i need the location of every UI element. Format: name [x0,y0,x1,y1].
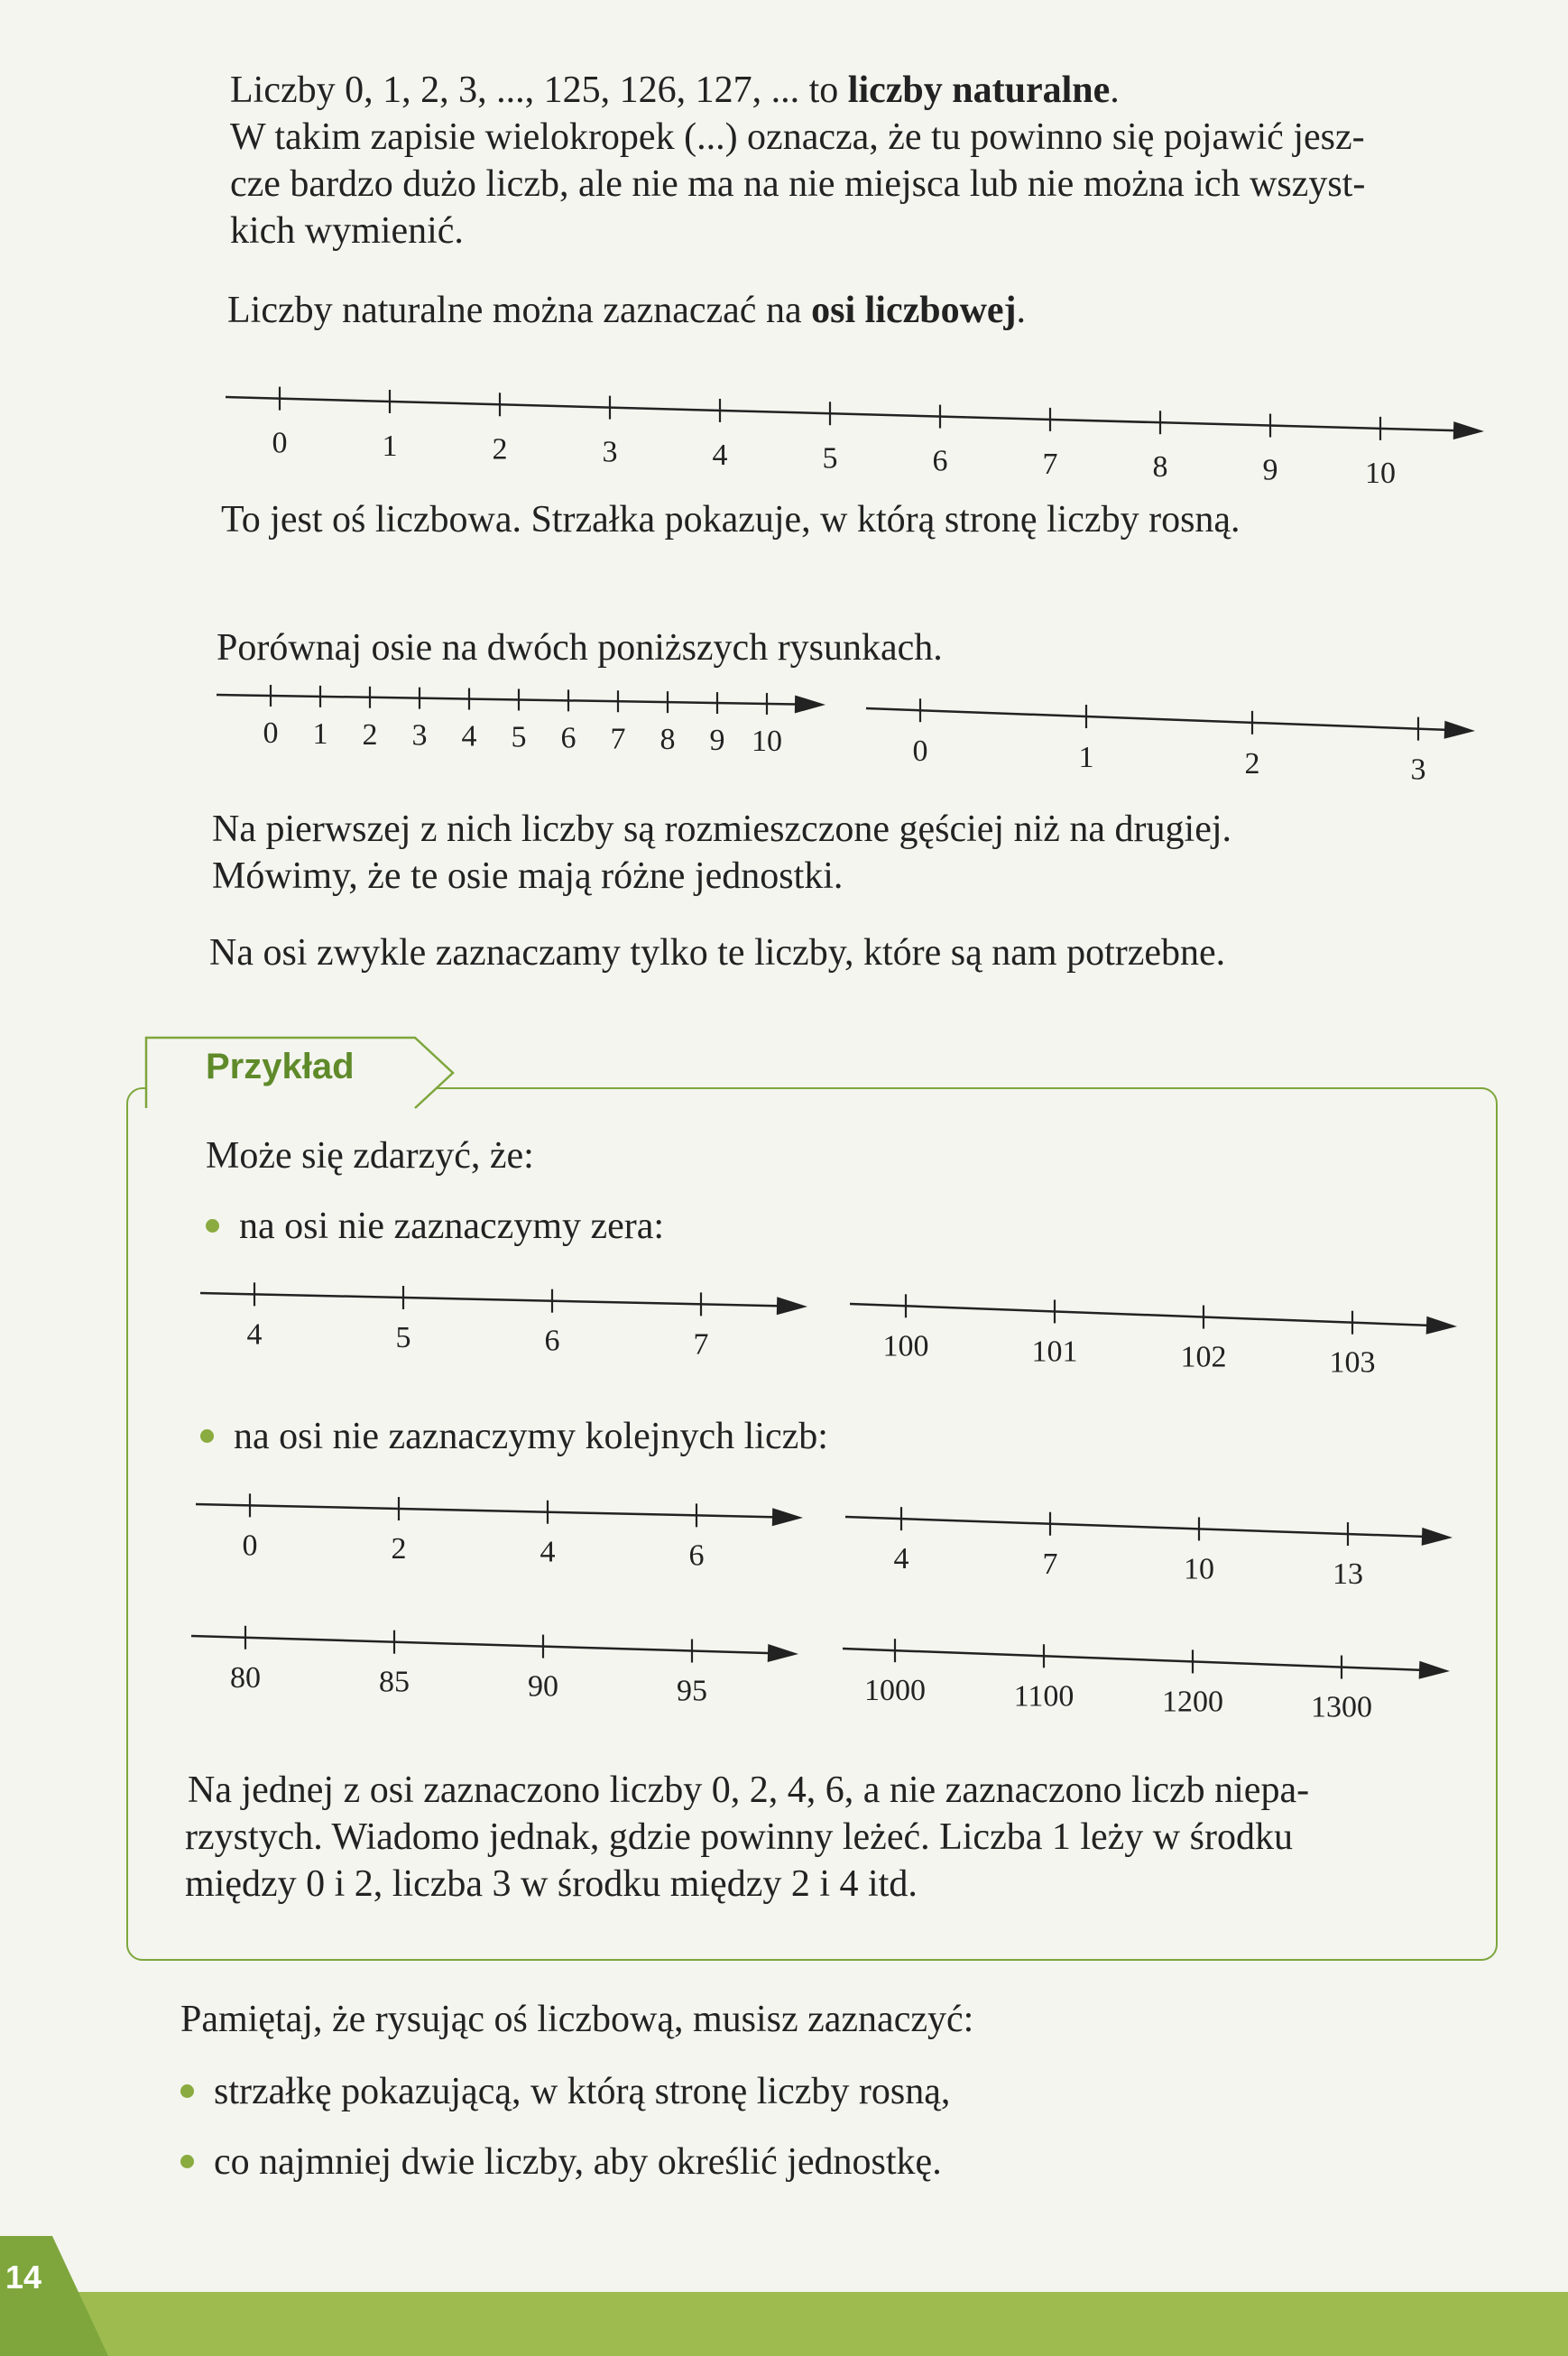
intro-line-1: Liczby 0, 1, 2, 3, ..., 125, 126, 127, ... to liczby naturalne. [230,69,1120,111]
example-note-line-1: Na jednej z osi zaznaczono liczby 0, 2, 4, 6, a nie zaznaczono liczb niepa- [188,1769,1310,1811]
axis-tick-label: 85 [379,1665,410,1699]
example-bullet-2: na osi nie zaznaczymy kolejnych liczb: [200,1413,828,1460]
axis-tick-label: 13 [1333,1557,1363,1592]
axis-line [191,1636,782,1653]
axis-tick-label: 9 [1262,453,1278,487]
remember-bullet-2: co najmniej dwie liczby, aby określić jednostkę. [180,2139,942,2185]
axis-line [200,1293,791,1307]
bullet-icon [206,1219,219,1233]
axis-tick-label: 10 [752,724,782,758]
axis-line [866,708,1459,730]
only-needed-note: Na osi zwykle zaznaczamy tylko te liczby, które są nam potrzebne. [209,932,1226,974]
axis-tick-label: 1300 [1311,1690,1372,1724]
axis-tick-label: 1200 [1162,1685,1223,1719]
axis-tick-label: 4 [461,719,477,753]
axis-tick-label: 6 [932,444,948,478]
axis-line [196,1504,787,1518]
axis-tick-label: 4 [712,438,728,472]
example-note-line-2: rzystych. Wiadomo jednak, gdzie powinny leżeć. Liczba 1 leży w środku [185,1816,1293,1858]
number-line-ex2-right [844,1503,1466,1621]
arrowhead-icon [1422,1528,1453,1546]
number-line-ex1-left [198,1280,821,1388]
example-bullet-1: na osi nie zaznaczymy zera: [206,1203,664,1250]
axis-tick-label: 0 [242,1529,258,1563]
number-line-main [217,379,1498,496]
axis-tick-label: 1 [1078,741,1094,775]
axis-tick-label: 5 [822,441,838,476]
arrowhead-icon [777,1297,807,1315]
density-line-1: Na pierwszej z nich liczby są rozmieszczone gęściej niż na drugiej. [212,808,1232,850]
axis-tick-label: 10 [1184,1552,1214,1586]
axis-tick-label: 5 [395,1321,411,1355]
axis-tick-label: 7 [693,1327,709,1362]
axis-explanation: To jest oś liczbowa. Strzałka pokazuje, w którą stronę liczby rosną. [221,499,1241,540]
arrowhead-icon [772,1508,803,1526]
axis-tick-label: 4 [246,1317,263,1352]
bullet-icon [180,2084,194,2098]
axis-tick-label: 7 [1042,1547,1058,1581]
axis-tick-label: 4 [540,1535,556,1569]
bullet-icon [180,2155,194,2168]
bullet-icon [200,1429,214,1443]
number-line-sparse [862,695,1484,812]
remember-intro: Pamiętaj, że rysując oś liczbową, musisz zaznaczyć: [180,1999,974,2040]
remember-bullet-1: strzałkę pokazującą, w którą stronę liczby rosną, [180,2068,950,2115]
axis-tick-label: 8 [659,723,676,757]
axis-tick-label: 6 [560,721,576,755]
arrowhead-icon [795,695,826,713]
axis-tick-label: 1 [312,716,328,751]
arrowhead-icon [1419,1661,1450,1679]
axis-tick-label: 7 [1042,447,1058,481]
number-line-ex1-right [848,1290,1471,1408]
intro-line-5: Liczby naturalne można zaznaczać na osi liczbowej. [227,290,1027,331]
axis-tick-label: 80 [230,1660,261,1695]
number-line-ex3-left [189,1622,812,1731]
axis-tick-label: 2 [492,432,508,467]
axis-line [226,397,1468,431]
number-line-dense [212,681,835,790]
arrowhead-icon [1444,721,1475,739]
axis-tick-label: 1 [382,429,398,463]
axis-tick-label: 90 [528,1669,558,1704]
compare-instruction: Porównaj osie na dwóch poniższych rysunkach. [217,627,943,669]
intro-line-3: cze bardzo dużo liczb, ale nie ma na nie miejsca lub nie można ich wszyst- [230,163,1366,205]
number-line-ex2-left [194,1491,816,1599]
axis-tick-label: 8 [1152,450,1168,485]
intro-line-2: W takim zapisie wielokropek (...) oznacza, że tu powinno się pojawić jesz- [230,116,1365,158]
axis-tick-label: 103 [1329,1345,1376,1380]
example-tab-label: Przykład [206,1047,355,1086]
axis-tick-label: 1100 [1013,1679,1075,1714]
axis-tick-label: 0 [272,426,288,460]
axis-line [217,695,809,705]
arrowhead-icon [1426,1317,1457,1335]
axis-line [843,1649,1434,1670]
axis-tick-label: 100 [882,1329,929,1363]
page-number: 14 [5,2259,42,2296]
axis-tick-label: 5 [511,720,527,754]
intro-line-4: kich wymienić. [230,210,464,252]
axis-tick-label: 0 [263,716,279,750]
footer-band [0,2292,1568,2356]
arrowhead-icon [768,1644,798,1662]
axis-tick-label: 1000 [864,1674,926,1708]
axis-tick-label: 4 [893,1542,909,1576]
axis-tick-label: 6 [544,1324,560,1358]
axis-tick-label: 2 [391,1532,407,1566]
axis-tick-label: 10 [1365,456,1396,490]
arrowhead-icon [1453,421,1484,439]
number-line-ex3-right [841,1635,1463,1752]
axis-tick-label: 95 [677,1674,707,1708]
example-intro: Może się zdarzyć, że: [206,1135,534,1177]
axis-tick-label: 3 [1410,753,1426,787]
axis-tick-label: 3 [602,435,618,469]
axis-tick-label: 2 [362,717,378,752]
axis-tick-label: 2 [1244,746,1260,781]
axis-tick-label: 101 [1031,1335,1078,1369]
axis-tick-label: 102 [1180,1340,1227,1374]
axis-tick-label: 6 [688,1538,705,1573]
density-line-2: Mówimy, że te osie mają różne jednostki. [212,855,844,897]
axis-tick-label: 3 [411,718,428,753]
axis-tick-label: 7 [610,722,626,756]
example-note-line-3: między 0 i 2, liczba 3 w środku między 2 i 4 itd. [185,1863,918,1905]
axis-tick-label: 0 [912,735,928,769]
axis-tick-label: 9 [709,724,725,758]
